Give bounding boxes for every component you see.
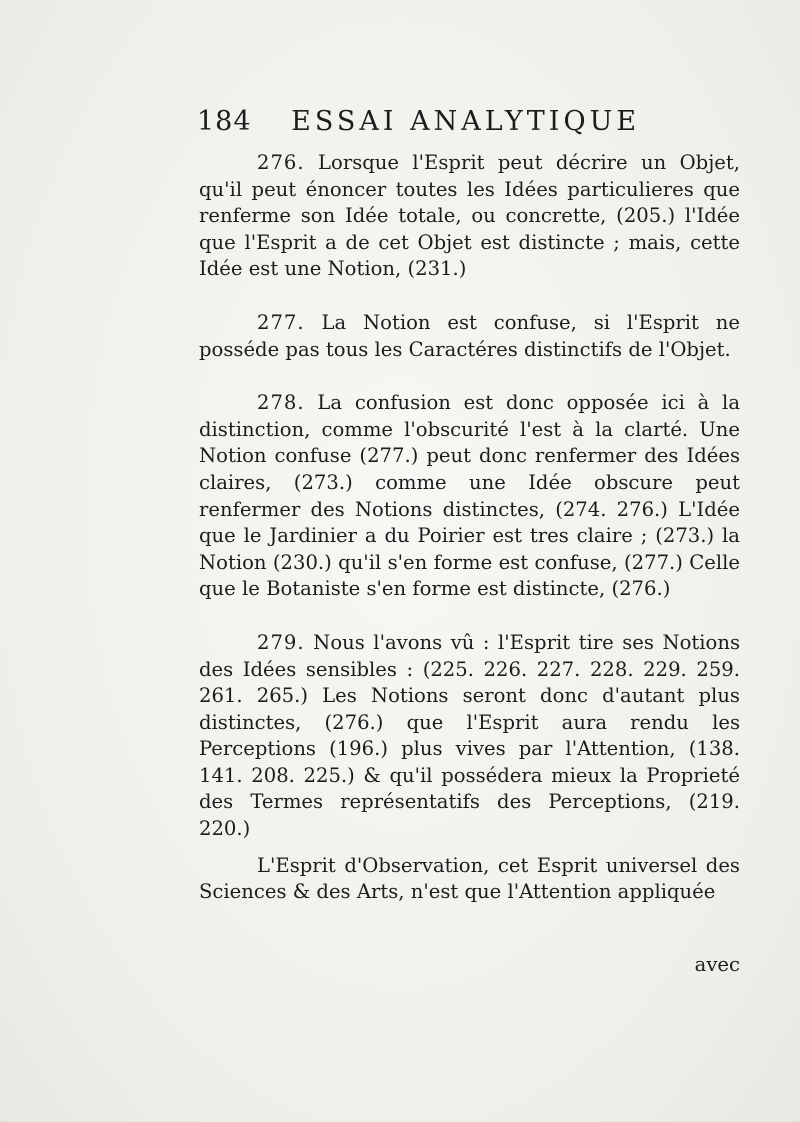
paragraph-text: La Notion est confuse, si l'Esprit ne posséde pas tous les Caractéres distinctifs de l'Objet. xyxy=(199,310,740,361)
running-header xyxy=(197,106,757,137)
paragraph-number: 276. xyxy=(257,151,305,174)
paragraph-276 xyxy=(199,150,740,283)
paragraph-text: L'Esprit d'Observation, cet Esprit universel des Sciences & des Arts, n'est que l'Attention appliquée xyxy=(199,853,740,904)
paragraph-278 xyxy=(199,390,740,603)
paragraph-text: La confusion est donc opposée ici à la distinction, comme l'obscurité l'est à la clarté. Une Notion confuse (277.) peut donc renfermer des Idées claires, (273.) comme une Idée obscure peut renfermer des Notions distinctes, (274. 276.) L'Idée que le Jardinier a du Poirier est tres claire ; (273.) la Notion (230.) qu'il s'en forme est confuse, (277.) Celle que le Botaniste s'en forme est distincte, (276.) xyxy=(199,391,741,601)
paragraph-279 xyxy=(199,630,740,843)
page-number: 184 xyxy=(197,106,252,137)
paragraph-text: Lorsque l'Esprit peut décrire un Objet, qu'il peut énoncer toutes les Idées particulieres que renferme son Idée totale, ou concrette, (205.) l'Idée que l'Esprit a de cet Objet est distincte ; mais, cette Idée est une Notion, (231.) xyxy=(199,151,740,281)
paragraph-number: 278. xyxy=(257,391,305,415)
paragraph-number: 279. xyxy=(257,630,305,654)
paragraph-number: 277. xyxy=(257,310,305,334)
body-text xyxy=(199,150,740,906)
catchword: avec xyxy=(694,953,740,976)
running-title: ESSAI ANALYTIQUE xyxy=(291,106,641,137)
paragraph-277 xyxy=(199,310,740,363)
paragraph-text: Nous l'avons vû : l'Esprit tire ses Notions des Idées sensibles : (225. 226. 227. 228. 229. 259. 261. 265.) Les Notions seront donc d'autant plus distinctes, (276.) que l'Esprit aura rendu les Perceptions (196.) plus vives par l'Attention, (138. 141. 208. 225.) & qu'il possédera mieux la Proprieté des Termes représentatifs des Perceptions, (219. 220.) xyxy=(199,630,740,841)
paragraph-observation xyxy=(199,853,740,906)
